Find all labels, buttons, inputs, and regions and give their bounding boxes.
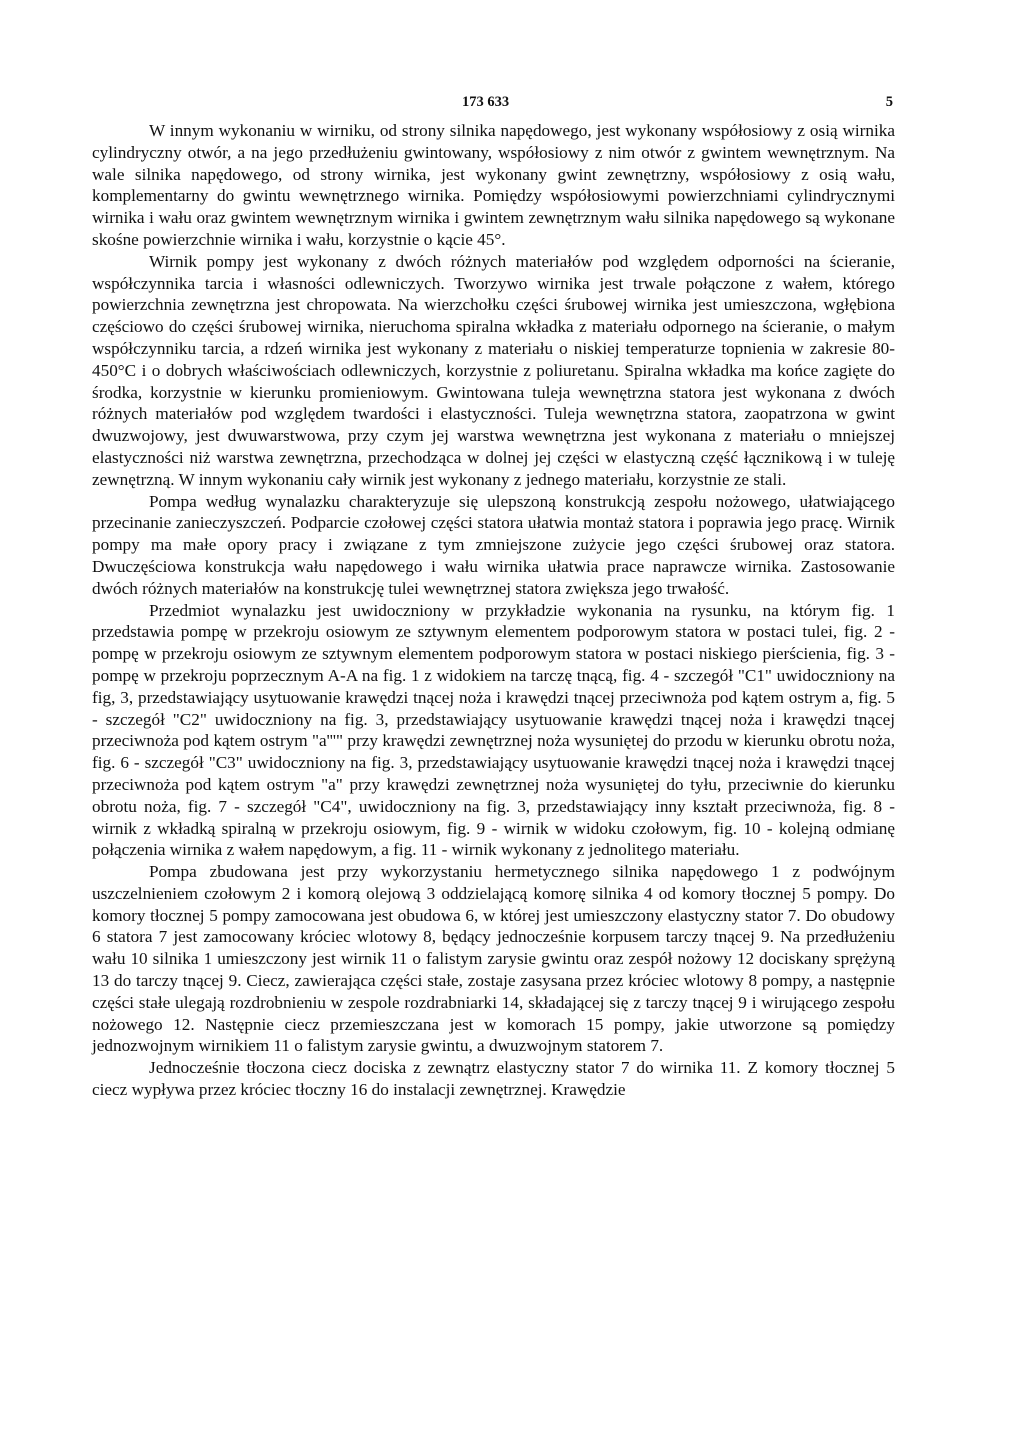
document-page — [92, 94, 895, 1101]
patent-number: 173 633 — [462, 94, 510, 110]
paragraph: Pompa według wynalazku charakteryzuje się ulepszoną konstrukcją zespołu nożowego, ułatwiającego przecinanie zanieczyszczeń. Podparcie czołowej części statora ułatwia montaż statora i poprawia jego pracę. Wirnik pompy ma małe opory pracy i związane z tym zmniejszone zużycie jego części śrubowej oraz statora. Dwuczęściowa konstrukcja wału napędowego i wału wirnika ułatwia prace naprawcze wirnika. Zastosowanie dwóch różnych materiałów na konstrukcję tulei wewnętrznej statora zwiększa jego trwałość. — [92, 491, 895, 598]
paragraph: Przedmiot wynalazku jest uwidoczniony w przykładzie wykonania na rysunku, na którym fig. 1 przedstawia pompę w przekroju osiowym ze sztywnym elementem podporowym statora w postaci tulei, fig. 2 - pompę w przekroju osiowym ze sztywnym elementem podporowym statora w postaci niskiego pierścienia, fig. 3 - pompę w przekroju poprzecznym A-A na fig. 1 z widokiem na tarczę tnącą, fig. 4 - szczegół "C1" uwidoczniony na fig, 3, przedstawiający usytuowanie krawędzi tnącej noża i krawędzi tnącej przeciwnoża pod kątem ostrym a, fig. 5 - szczegół "C2" uwidoczniony na fig. 3, przedstawiający usytuowanie krawędzi tnącej noża i krawędzi tnącej przeciwnoża pod kątem ostrym "a'''" przy krawędzi zewnętrznej noża wysuniętej do przodu w kierunku obrotu noża, fig. 6 - szczegół "C3" uwidoczniony na fig. 3, przedstawiający usytuowanie krawędzi tnącej noża i krawędzi tnącej przeciwnoża pod kątem ostrym "a" przy krawędzi zewnętrznej noża wysuniętej do tyłu, przeciwnie do kierunku obrotu noża, fig. 7 - szczegół "C4", uwidoczniony na fig. 3, przedstawiający inny kształt przeciwnoża, fig. 8 - wirnik z wkładką spiralną w przekroju osiowym, fig. 9 - wirnik w widoku czołowym, fig. 10 - kolejną odmianę połączenia wirnika z wałem napędowym, a fig. 11 - wirnik wykonany z jednolitego materiału. — [92, 600, 895, 860]
page-header — [92, 94, 895, 120]
paragraph: Pompa zbudowana jest przy wykorzystaniu hermetycznego silnika napędowego 1 z podwójnym uszczelnieniem czołowym 2 i komorą olejową 3 oddzielającą komorę silnika 4 od komory tłocznej 5 pompy. Do komory tłocznej 5 pompy zamocowana jest obudowa 6, w której jest umieszczony elastyczny stator 7. Do obudowy 6 statora 7 jest zamocowany króciec wlotowy 8, będący jednocześnie korpusem tarczy tnącej 9. Na przedłużeniu wału 10 silnika 1 umieszczony jest wirnik 11 o falistym zarysie gwintu oraz zespół nożowy 12 dociskany sprężyną 13 do tarczy tnącej 9. Ciecz, zawierająca części stałe, zostaje zasysana przez króciec wlotowy 8 pompy, a następnie części stałe ulegają rozdrobnieniu w zespole rozdrabniarki 14, składającej się z tarczy tnącej 9 i wirującego zespołu nożowego 12. Następnie ciecz przemieszczana jest w komorach 15 pompy, jakie utworzone są pomiędzy jednozwojnym wirnikiem 11 o falistym zarysie gwintu, a dwuzwojnym statorem 7. — [92, 862, 895, 1056]
paragraph: Wirnik pompy jest wykonany z dwóch różnych materiałów pod względem odporności na ścieranie, współczynnika tarcia i własności odlewniczych. Tworzywo wirnika jest trwale połączone z wałem, którego powierzchnia zewnętrzna jest chropowata. Na wierzchołku części śrubowej wirnika jest umieszczona, wgłębiona częściowo do części śrubowej wirnika, nieruchoma spiralna wkładka z materiału odpornego na ścieranie, o małym współczynniku tarcia, a rdzeń wirnika jest wykonany z materiału o niskiej temperaturze topnienia w zakresie 80-450°C i o dobrych właściwościach odlewniczych, korzystnie z poliuretanu. Spiralna wkładka ma końce zagięte do środka, korzystnie w kierunku promieniowym. Gwintowana tuleja wewnętrzna statora jest wykonana z dwóch różnych materiałów pod względem twardości i elastyczności. Tuleja wewnętrzna statora, zaopatrzona w gwint dwuzwojowy, jest dwuwarstwowa, przy czym jej warstwa wewnętrzna jest wykonana z materiału o mniejszej elastyczności niż warstwa zewnętrzna, przechodząca w dolnej jej części w elastyczną część łącznikową i w tuleję zewnętrzną. W innym wykonaniu cały wirnik jest wykonany z jednego materiału, korzystnie ze stali. — [92, 251, 895, 489]
paragraph: Jednocześnie tłoczona ciecz dociska z zewnątrz elastyczny stator 7 do wirnika 11. Z komory tłocznej 5 ciecz wypływa przez króciec tłoczny 16 do instalacji zewnętrznej. Krawędzie — [92, 1058, 895, 1100]
paragraph: W innym wykonaniu w wirniku, od strony silnika napędowego, jest wykonany współosiowy z osią wirnika cylindryczny otwór, a na jego przedłużeniu gwintowany, współosiowy z nim otwór z gwintem wewnętrznym. Na wale silnika napędowego, od strony wirnika, jest wykonany gwint zewnętrzny, współosiowy z osią wału, komplementarny do gwintu wewnętrznego wirnika. Pomiędzy współosiowymi powierzchniami cylindrycznymi wirnika i wału oraz gwintem wewnętrznym wirnika i gwintem zewnętrznym wału silnika napędowego są wykonane skośne powierzchnie wirnika i wału, korzystnie o kącie 45°. — [92, 121, 895, 249]
body-text — [92, 120, 895, 1101]
page-number: 5 — [885, 94, 893, 110]
